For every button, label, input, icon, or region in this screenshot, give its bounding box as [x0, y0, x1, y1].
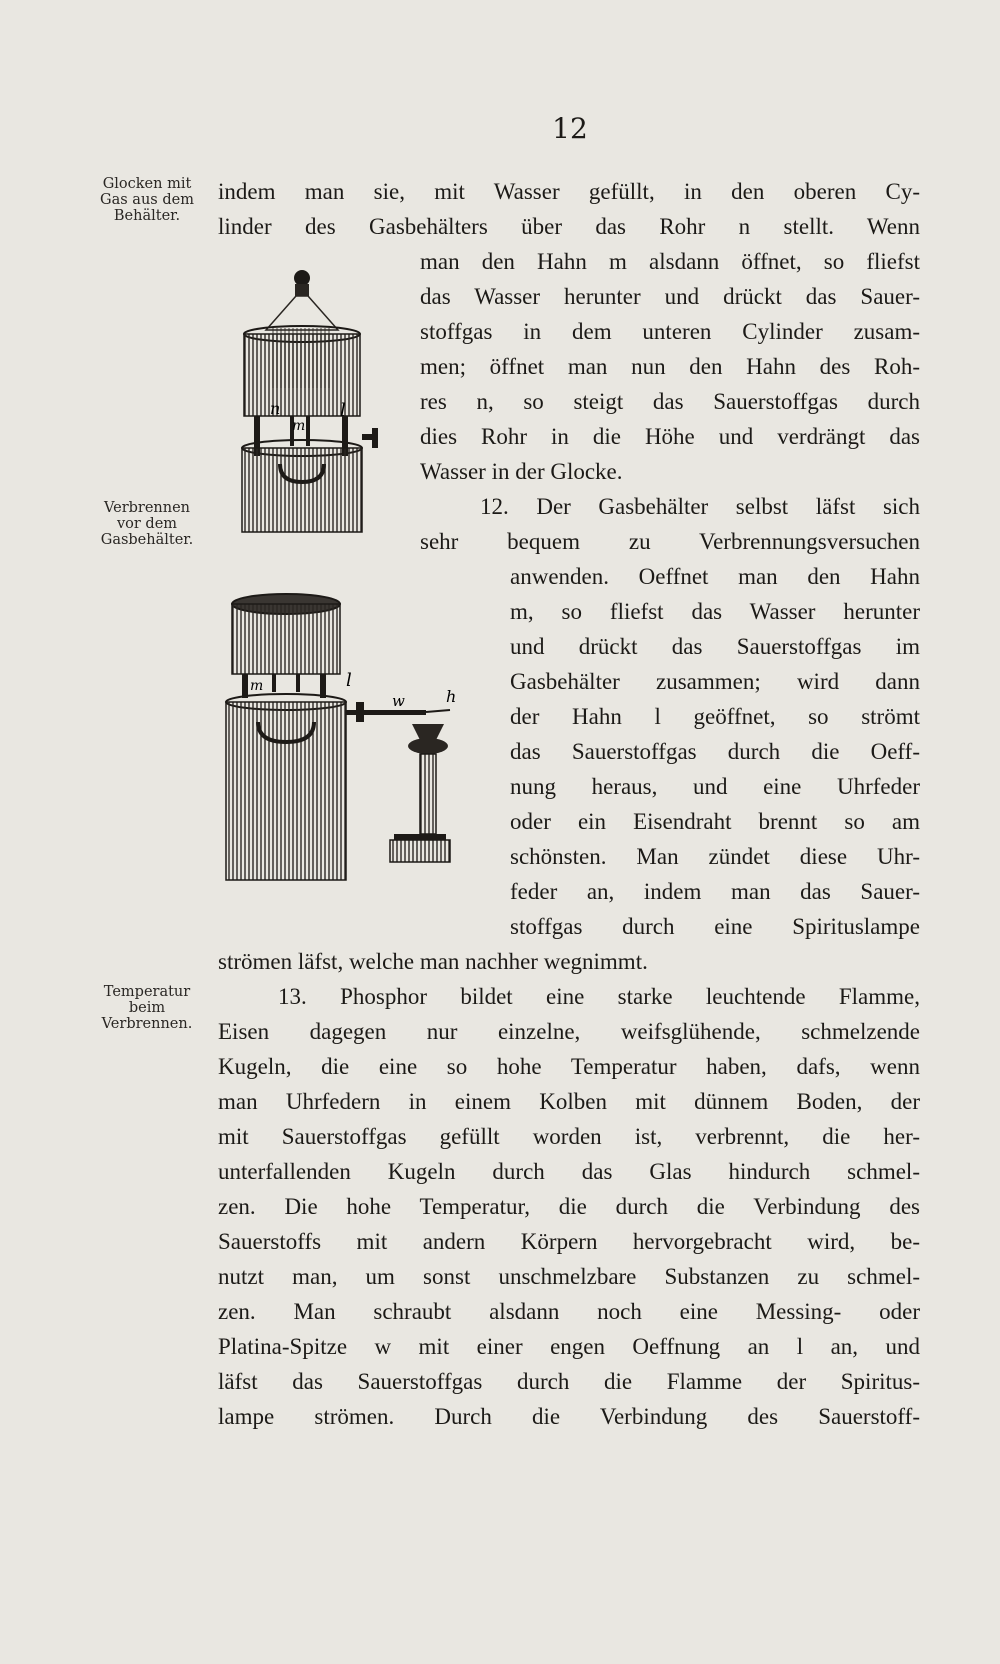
- text-line: dies Rohr in die Höhe und verdrängt das: [420, 424, 920, 449]
- text-line: feder an, indem man das Sauer-: [510, 879, 920, 904]
- text-line: lampe strömen. Durch die Verbindung des Sauerstoff-: [218, 1404, 920, 1429]
- text-line: Eisen dagegen nur einzelne, weifsglühende, schmelzende: [218, 1019, 920, 1044]
- text-line: das Wasser herunter und drückt das Sauer-: [420, 284, 920, 309]
- text-line: anwenden. Oeffnet man den Hahn: [510, 564, 920, 589]
- text-line: stoffgas durch eine Spirituslampe: [510, 914, 920, 939]
- text-line: Gasbehälter zusammen; wird dann: [510, 669, 920, 694]
- gasometer-lamp-figure: [216, 590, 500, 890]
- text-line: man den Hahn m alsdann öffnet, so fliefst: [420, 249, 920, 274]
- text-line: zen. Man schraubt alsdann noch eine Messing- oder: [218, 1299, 920, 1324]
- text-line: mit Sauerstoffgas gefüllt worden ist, verbrennt, die her-: [218, 1124, 920, 1149]
- text-line: 12. Der Gasbehälter selbst läfst sich: [480, 494, 920, 519]
- figure-label-m: m: [250, 678, 264, 694]
- text-line: unterfallenden Kugeln durch das Glas hindurch schmel-: [218, 1159, 920, 1184]
- text-line: strömen läfst, welche man nachher wegnimmt.: [218, 949, 648, 974]
- margin-note-line: Gasbehälter.: [100, 532, 194, 548]
- text-line: oder ein Eisendraht brennt so am: [510, 809, 920, 834]
- margin-note-verbrennen: [84, 500, 210, 548]
- text-line: schönsten. Man zündet diese Uhr-: [510, 844, 920, 869]
- text-line: Platina-Spitze w mit einer engen Oeffnung an l an, und: [218, 1334, 920, 1359]
- text-line: Wasser in der Glocke.: [420, 459, 623, 484]
- figure-label-n: n: [270, 399, 281, 418]
- margin-note-line: Glocken mit: [102, 176, 192, 192]
- text-line: Sauerstoffs mit andern Körpern hervorgebracht wird, be-: [218, 1229, 920, 1254]
- margin-note-line: beim: [128, 1000, 166, 1016]
- margin-note-glocken: [84, 176, 210, 224]
- margin-note-line: Gas aus dem: [100, 192, 194, 208]
- text-line: und drückt das Sauerstoffgas im: [510, 634, 920, 659]
- figure-label-h: h: [446, 687, 457, 706]
- text-line: men; öffnet man nun den Hahn des Roh-: [420, 354, 920, 379]
- page-number: 12: [552, 112, 588, 145]
- figure-label-l: l: [346, 670, 352, 691]
- text-line: linder des Gasbehälters über das Rohr n stellt. Wenn: [218, 214, 920, 239]
- gasometer-bell-figure: [236, 268, 396, 538]
- margin-note-line: vor dem: [116, 516, 178, 532]
- text-line: zen. Die hohe Temperatur, die durch die Verbindung des: [218, 1194, 920, 1219]
- text-line: Kugeln, die eine so hohe Temperatur haben, dafs, wenn: [218, 1054, 920, 1079]
- text-line: stoffgas in dem unteren Cylinder zusam-: [420, 319, 920, 344]
- text-line: sehr bequem zu Verbrennungsversuchen: [420, 529, 920, 554]
- text-line: man Uhrfedern in einem Kolben mit dünnem Boden, der: [218, 1089, 920, 1114]
- text-line: läfst das Sauerstoffgas durch die Flamme der Spiritus-: [218, 1369, 920, 1394]
- margin-note-line: Verbrennen: [103, 500, 191, 516]
- text-line: res n, so steigt das Sauerstoffgas durch: [420, 389, 920, 414]
- text-line: indem man sie, mit Wasser gefüllt, in den oberen Cy-: [218, 179, 920, 204]
- margin-note-line: Behälter.: [113, 208, 181, 224]
- figure-label-m: m: [292, 418, 306, 434]
- text-line: m, so fliefst das Wasser herunter: [510, 599, 920, 624]
- text-line: 13. Phosphor bildet eine starke leuchtende Flamme,: [278, 984, 920, 1009]
- margin-note-temperatur: [84, 984, 210, 1032]
- text-line: das Sauerstoffgas durch die Oeff-: [510, 739, 920, 764]
- figure-label-l: l: [340, 400, 346, 421]
- figure-label-w: w: [392, 692, 405, 710]
- text-line: der Hahn l geöffnet, so strömt: [510, 704, 920, 729]
- text-line: nutzt man, um sonst unschmelzbare Substanzen zu schmel-: [218, 1264, 920, 1289]
- margin-note-line: Temperatur: [103, 984, 191, 1000]
- text-line: nung heraus, und eine Uhrfeder: [510, 774, 920, 799]
- margin-note-line: Verbrennen.: [101, 1016, 193, 1032]
